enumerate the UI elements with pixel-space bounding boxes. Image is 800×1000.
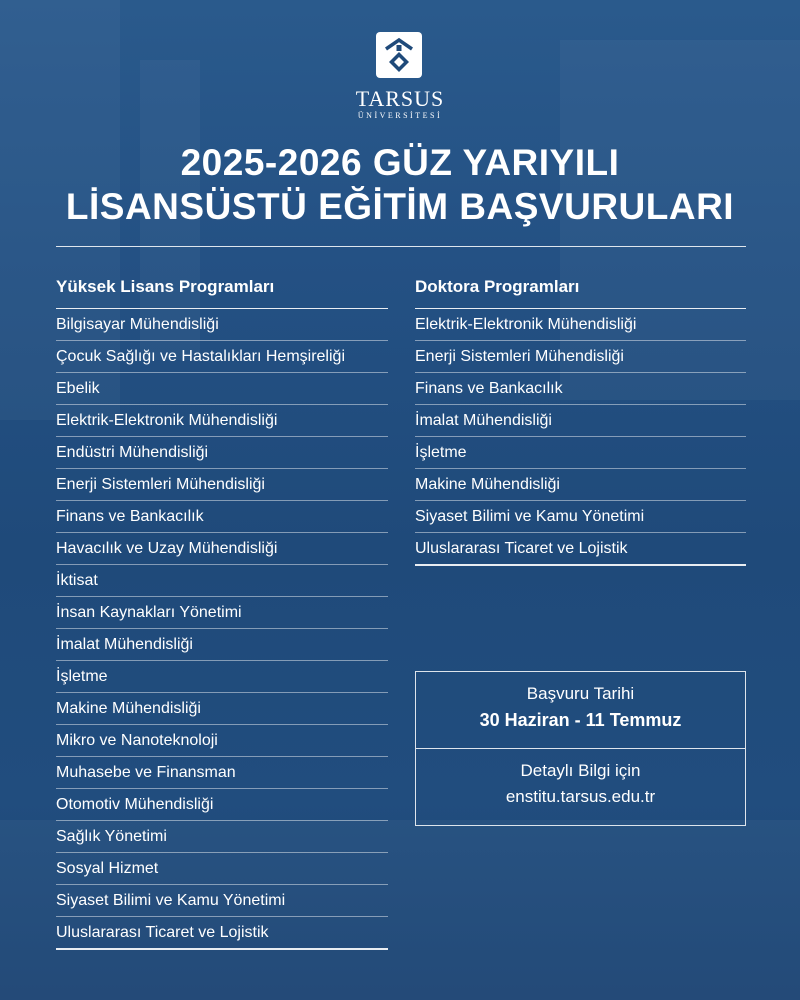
institute-website-link[interactable]: enstitu.tarsus.edu.tr xyxy=(505,787,656,806)
program-item: Sosyal Hizmet xyxy=(56,853,388,885)
masters-heading: Yüksek Lisans Programları xyxy=(56,274,388,309)
program-item: Enerji Sistemleri Mühendisliği xyxy=(415,341,746,373)
program-item: Finans ve Bankacılık xyxy=(56,501,388,533)
program-item: Uluslararası Ticaret ve Lojistik xyxy=(415,533,746,566)
program-item: Makine Mühendisliği xyxy=(56,693,388,725)
doctorate-heading: Doktora Programları xyxy=(415,274,746,309)
masters-program-list xyxy=(56,309,388,950)
doctorate-programs-column xyxy=(415,274,746,566)
detail-info-panel xyxy=(416,749,745,807)
program-item: Siyaset Bilimi ve Kamu Yönetimi xyxy=(415,501,746,533)
application-dates: 30 Haziran - 11 Temmuz xyxy=(479,710,682,730)
program-item: İşletme xyxy=(56,661,388,693)
masters-programs-column xyxy=(56,274,388,950)
application-dates-panel xyxy=(416,672,745,749)
program-item: İşletme xyxy=(415,437,746,469)
program-item: Uluslararası Ticaret ve Lojistik xyxy=(56,917,388,950)
program-item: Finans ve Bankacılık xyxy=(415,373,746,405)
program-item: Muhasebe ve Finansman xyxy=(56,757,388,789)
program-item: Siyaset Bilimi ve Kamu Yönetimi xyxy=(56,885,388,917)
program-item: Havacılık ve Uzay Mühendisliği xyxy=(56,533,388,565)
program-item: İmalat Mühendisliği xyxy=(415,405,746,437)
brand-name: TARSUS xyxy=(355,86,445,111)
application-date-label: Başvuru Tarihi xyxy=(526,684,635,703)
program-item: İnsan Kaynakları Yönetimi xyxy=(56,597,388,629)
program-item: Otomotiv Mühendisliği xyxy=(56,789,388,821)
program-item: Endüstri Mühendisliği xyxy=(56,437,388,469)
program-item: Ebelik xyxy=(56,373,388,405)
program-item: Makine Mühendisliği xyxy=(415,469,746,501)
program-item: İktisat xyxy=(56,565,388,597)
application-info-box xyxy=(415,671,746,826)
detail-info-label: Detaylı Bilgi için xyxy=(520,761,641,780)
university-logo-icon xyxy=(376,32,422,78)
program-item: Mikro ve Nanoteknoloji xyxy=(56,725,388,757)
program-item: Sağlık Yönetimi xyxy=(56,821,388,853)
brand-subtitle: ÜNİVERSİTESİ xyxy=(357,111,443,120)
page-title-line-1: 2025-2026 GÜZ YARIYILI xyxy=(180,142,620,183)
program-item: Çocuk Sağlığı ve Hastalıkları Hemşireliği xyxy=(56,341,388,373)
page-title-line-2: LİSANSÜSTÜ EĞİTİM BAŞVURULARI xyxy=(65,186,735,227)
program-item: İmalat Mühendisliği xyxy=(56,629,388,661)
program-item: Enerji Sistemleri Mühendisliği xyxy=(56,469,388,501)
program-item: Bilgisayar Mühendisliği xyxy=(56,309,388,341)
program-item: Elektrik-Elektronik Mühendisliği xyxy=(56,405,388,437)
title-divider xyxy=(56,246,746,247)
program-item: Elektrik-Elektronik Mühendisliği xyxy=(415,309,746,341)
doctorate-program-list xyxy=(415,309,746,566)
